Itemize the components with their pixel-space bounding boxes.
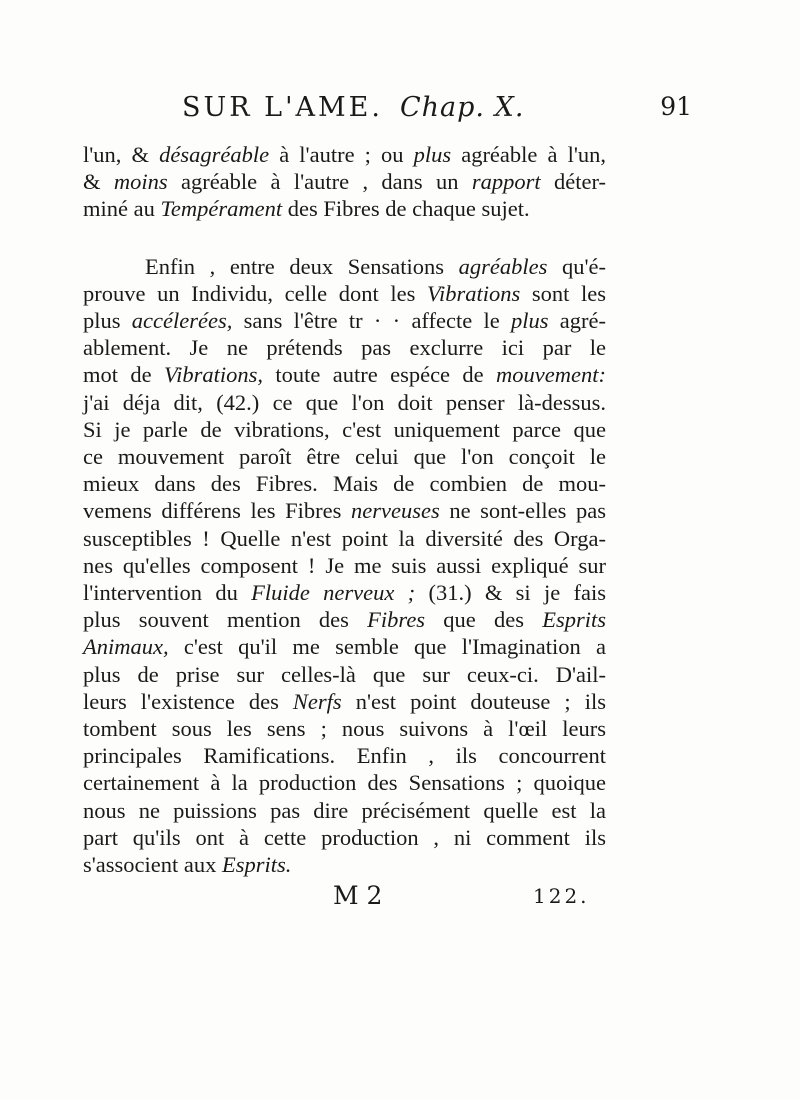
text-line (83, 470, 606, 497)
text-line (83, 443, 606, 470)
text-line (83, 552, 606, 579)
text-run: plus de prise sur celles-là que sur ceux-ci. D'ail- (83, 661, 606, 687)
italic-term: Esprits. (222, 852, 292, 878)
page-number: 91 (660, 92, 692, 121)
text-line (83, 715, 606, 742)
text-run: s'associent aux (83, 852, 223, 878)
italic-term: désagréable (159, 142, 270, 167)
text-line (83, 195, 606, 222)
text-run: nous ne puissions pas dire précisément quelle est la (83, 797, 606, 823)
text-line (83, 416, 606, 443)
text-line (83, 606, 606, 633)
text-run: qu'é- (547, 253, 606, 279)
page-header (90, 92, 700, 132)
text-run: certainement à la production des Sensations ; quoique (83, 770, 606, 796)
text-line (83, 797, 606, 824)
text-run: à l'autre ; ou (269, 142, 414, 167)
text-run: ablement. Je ne prétends pas exclurre ici par le (83, 335, 606, 361)
text-line (83, 307, 606, 334)
text-line (83, 633, 606, 660)
italic-term: Vibrations (426, 280, 521, 306)
chapter-label: Chap. X. (400, 92, 525, 123)
text-run: l'intervention du (83, 580, 252, 606)
text-run: que des (425, 607, 543, 633)
text-line (83, 253, 606, 280)
text-run: part qu'ils ont à cette production , ni comment ils (83, 824, 606, 850)
text-line (83, 525, 606, 552)
text-run: agréable à l'autre , dans un (167, 169, 472, 195)
text-run: principales Ramifications. Enfin , ils concourrent (83, 743, 606, 769)
italic-term: moins (113, 169, 168, 195)
signature-mark: M 2 (333, 881, 383, 910)
text-run: ce mouvement paroît être celui que l'on conçoit le (83, 444, 606, 470)
text-line (83, 389, 606, 416)
text-line (83, 824, 606, 851)
italic-term: plus (413, 142, 452, 167)
text-run: toute autre espéce de (262, 362, 497, 388)
text-run: n'est point douteuse ; ils (341, 688, 606, 714)
italic-term: agréables (458, 253, 548, 279)
text-run: déter- (540, 169, 606, 195)
text-line (83, 742, 606, 769)
text-run: Enfin , entre deux Sensations (145, 253, 459, 279)
text-line (83, 168, 606, 195)
italic-term: Tempérament (160, 196, 283, 222)
italic-term: Nerfs (292, 688, 342, 714)
text-line (83, 334, 606, 361)
text-line (83, 851, 606, 878)
text-run: sont les (520, 280, 606, 306)
text-run: plus souvent mention des (83, 607, 368, 633)
text-run: nes qu'elles composent ! Je me suis aussi expliqué sur (83, 552, 606, 578)
catchword: 122. (533, 884, 590, 908)
text-run: prouve un Individu, celle dont les (83, 280, 427, 306)
text-line (83, 361, 606, 388)
text-run: (31.) & si je fais (415, 580, 606, 606)
italic-term: mouvement: (496, 362, 606, 388)
italic-term: Esprits (542, 607, 607, 633)
text-run: agréable à l'un, (451, 142, 606, 167)
text-run: c'est qu'il me semble que l'Imagination a (168, 634, 606, 660)
italic-term: Vibrations, (164, 362, 263, 388)
text-run: vemens différens les Fibres (83, 498, 351, 524)
text-run: Si je parle de vibrations, c'est uniquement parce que (83, 416, 606, 442)
text-run: & (83, 169, 114, 195)
text-run: l'un, & (83, 142, 160, 167)
text-line (83, 661, 606, 688)
text-run: tombent sous les sens ; nous suivons à l'œil leurs (83, 716, 606, 742)
text-line (83, 141, 606, 168)
italic-term: nerveuses (350, 498, 440, 524)
page-footer (0, 881, 800, 921)
text-line (83, 497, 606, 524)
text-line (83, 579, 606, 606)
text-run: agré- (548, 308, 606, 334)
text-run: leurs l'existence des (83, 688, 293, 714)
text-run: mieux dans des Fibres. Mais de combien de mou- (83, 471, 606, 497)
italic-term: Fibres (367, 607, 426, 633)
text-line (83, 280, 606, 307)
text-run: susceptibles ! Quelle n'est point la diversité des Orga- (83, 525, 606, 551)
running-head: SUR L'AME. (182, 92, 383, 123)
text-run: des Fibres de chaque sujet. (282, 196, 530, 222)
text-run: miné au (83, 196, 161, 222)
text-run: ne sont-elles pas (439, 498, 606, 524)
text-line (83, 688, 606, 715)
paragraph-2 (83, 253, 606, 879)
text-run: plus (83, 308, 132, 334)
italic-term: Animaux, (83, 634, 169, 660)
italic-term: plus (511, 308, 549, 334)
paragraph-1 (83, 141, 606, 223)
body-text (83, 141, 606, 878)
text-run: sans l'être tr · · affecte le (232, 308, 511, 334)
text-line (83, 769, 606, 796)
italic-term: rapport (471, 169, 541, 195)
italic-term: accélerées, (131, 308, 233, 334)
text-run: j'ai déja dit, (42.) ce que l'on doit penser là-dessus. (83, 389, 606, 415)
italic-term: Fluide nerveux ; (251, 580, 416, 606)
text-run: mot de (83, 362, 165, 388)
